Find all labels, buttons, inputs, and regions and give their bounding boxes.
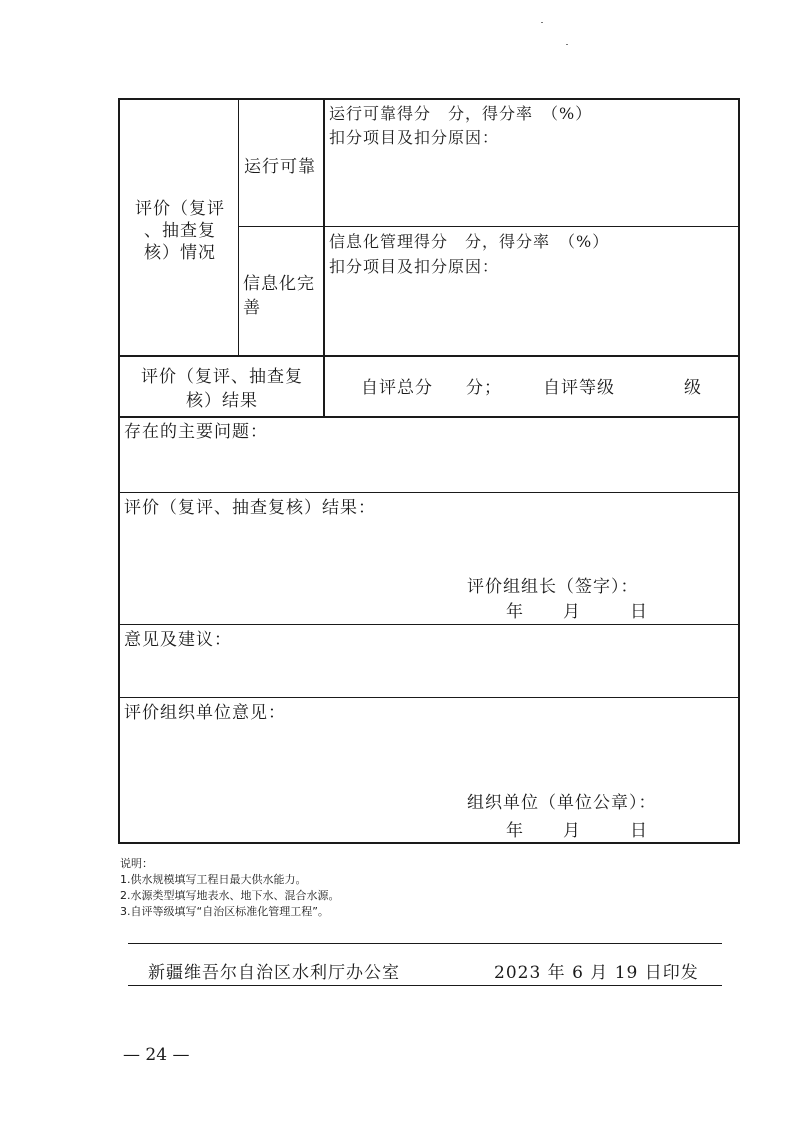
evaluation-signer: 评价组组长（签字）： [467, 577, 639, 597]
scan-speck [541, 22, 543, 23]
evaluation-date-month: 月 [563, 602, 581, 622]
label-line: 善 [243, 298, 261, 318]
scan-speck [566, 44, 568, 45]
table-line [118, 842, 740, 844]
org-date-month: 月 [563, 821, 581, 841]
self-total-unit: 分； [466, 378, 502, 398]
note-item: 3.自评等级填写“自治区标准化管理工程”。 [120, 905, 329, 918]
info-label [243, 272, 315, 320]
table-line [118, 697, 740, 698]
notes [120, 856, 340, 920]
org-opinion-label: 评价组织单位意见： [124, 703, 286, 723]
footer-date: 2023 年 6 月 19 日印发 [494, 963, 699, 983]
self-grade-unit: 级 [684, 378, 702, 398]
table-line [323, 98, 325, 418]
label-line: 评价（复评、抽查复 [141, 367, 303, 387]
label-line: 信息化完 [243, 274, 315, 294]
table-line [118, 98, 740, 100]
self-total-label: 自评总分 [361, 378, 433, 398]
org-signer: 组织单位（单位公章）： [467, 793, 657, 813]
reliable-label: 运行可靠 [244, 157, 316, 177]
table-line [118, 624, 740, 625]
footer-rule-bottom [128, 985, 722, 986]
table-line [118, 98, 120, 844]
info-deduction-line: 扣分项目及扣分原因： [329, 257, 500, 276]
footer-rule-top [128, 943, 722, 944]
evaluation-date-day: 日 [630, 602, 648, 622]
table-line [118, 492, 740, 493]
result-row-label [122, 365, 322, 413]
table-line [238, 98, 239, 356]
evaluation-section-label [125, 198, 235, 264]
notes-title: 说明： [120, 857, 153, 870]
table-line [118, 416, 740, 418]
self-grade-label: 自评等级 [543, 378, 615, 398]
table-line [238, 226, 740, 227]
org-date-year: 年 [506, 821, 524, 841]
info-score-line: 信息化管理得分 分，得分率 （%） [329, 232, 610, 251]
issues-label: 存在的主要问题： [124, 422, 268, 442]
reliable-score-line: 运行可靠得分 分，得分率 （%） [329, 104, 593, 123]
label-line: 评价（复评 [135, 199, 225, 219]
label-line: 核）结果 [186, 391, 258, 411]
table-line [738, 98, 740, 844]
page-number: — 24 — [123, 1045, 190, 1065]
note-item: 2.水源类型填写地表水、地下水、混合水源。 [120, 889, 340, 902]
org-date-day: 日 [630, 821, 648, 841]
note-item: 1.供水规模填写工程日最大供水能力。 [120, 873, 307, 886]
reliable-deduction-line: 扣分项目及扣分原因： [329, 128, 500, 147]
suggestions-label: 意见及建议： [124, 630, 232, 650]
evaluation-result-label: 评价（复评、抽查复核）结果： [124, 498, 376, 518]
label-line: 核）情况 [144, 243, 216, 263]
evaluation-date-year: 年 [506, 602, 524, 622]
footer-issuer: 新疆维吾尔自治区水利厅办公室 [148, 963, 400, 983]
label-line: 、抽查复 [144, 221, 216, 241]
table-line [118, 355, 740, 357]
